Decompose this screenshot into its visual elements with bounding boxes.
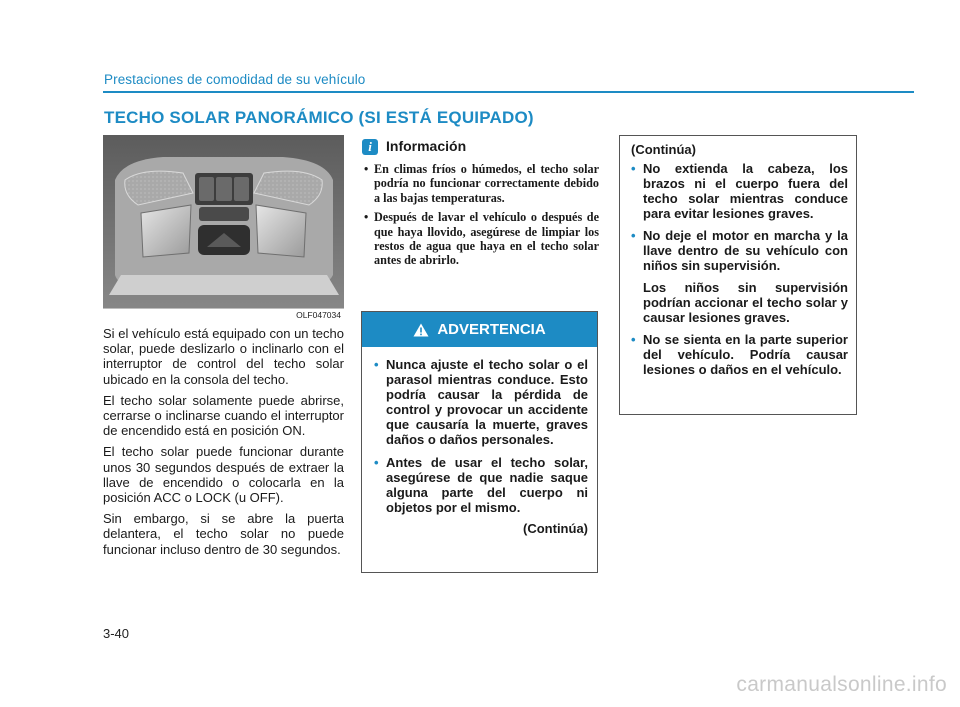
info-list [362,162,599,273]
paragraph: Si el vehículo está equipado con un techo solar, puede deslizarlo o inclinarlo con el interruptor de control del techo solar ubicado en la consola del techo. [103,326,344,387]
paragraph: El techo solar puede funcionar durante unos 30 segundos después de extraer la llave de encendido o colocarla en la posición ACC o LOCK (u OFF). [103,444,344,506]
bullet-icon: • [631,161,636,176]
bullet-icon: • [631,228,636,243]
warning-title: ADVERTENCIA [437,321,546,338]
warning-continues: (Continúa) [523,521,588,536]
page-number: 3-40 [103,626,130,641]
paragraph: Sin embargo, si se abre la puerta delantera, el techo solar no puede funcionar incluso dentro de 30 segundos. [103,511,344,557]
header-rule [103,91,914,93]
bullet-icon: • [631,332,636,347]
section-title: Prestaciones de comodidad de su vehículo [104,72,366,87]
bullet-icon: • [374,455,379,470]
bullet-icon: • [374,357,379,372]
continued-item-text: No deje el motor en marcha y la llave dentro de su vehículo con niños sin supervisión. [643,228,848,273]
info-item: • Después de lavar el vehículo o después de que haya llovido, asegúrese de limpiar los restos de agua que haya en el techo solar antes de abrirlo. [362,210,599,268]
warning-item-text: Nunca ajuste el techo solar o el parasol mientras conduce. Esto podría causar la pérdida de control y provocar un accidente que causaría la muerte, graves daños o daños personales. [386,357,588,447]
watermark: carmanualsonline.info [736,673,947,696]
continued-item [631,228,848,325]
photo-caption: OLF047034 [103,308,344,322]
sunroof-console-photo [103,135,344,322]
body-text [103,326,344,563]
continued-item-text: No extienda la cabeza, los brazos ni el cuerpo fuera del techo solar mientras conduce para evitar lesiones graves. [643,161,848,221]
continued-item-text: No se sienta en la parte superior del vehículo. Podría causar lesiones o daños en el vehículo. [643,332,848,377]
warning-box [361,311,598,573]
continued-head: (Continúa) [631,142,696,157]
paragraph: El techo solar solamente puede abrirse, cerrarse o inclinarse cuando el interruptor de encendido está en posición ON. [103,392,344,439]
warning-item [374,357,588,447]
warning-item-text: Antes de usar el techo solar, asegúrese de que nadie saque alguna parte del cuerpo ni objetos por el mismo. [386,455,588,515]
continued-item [631,332,848,377]
warning-header [362,312,597,347]
warning-list [362,347,597,515]
continued-box [619,135,857,415]
continued-sub-paragraph: Los niños sin supervisión podrían accionar el techo solar y causar lesiones graves. [643,280,848,325]
info-icon: i [362,139,378,155]
continued-list [631,161,848,377]
info-item: • En climas fríos o húmedos, el techo solar podría no funcionar correctamente debido a las bajas temperaturas. [362,162,599,205]
info-title: Información [386,138,467,154]
continued-item [631,161,848,221]
page-heading: TECHO SOLAR PANORÁMICO (SI ESTÁ EQUIPADO) [104,108,534,127]
warning-triangle-icon [413,323,429,337]
warning-item [374,455,588,515]
